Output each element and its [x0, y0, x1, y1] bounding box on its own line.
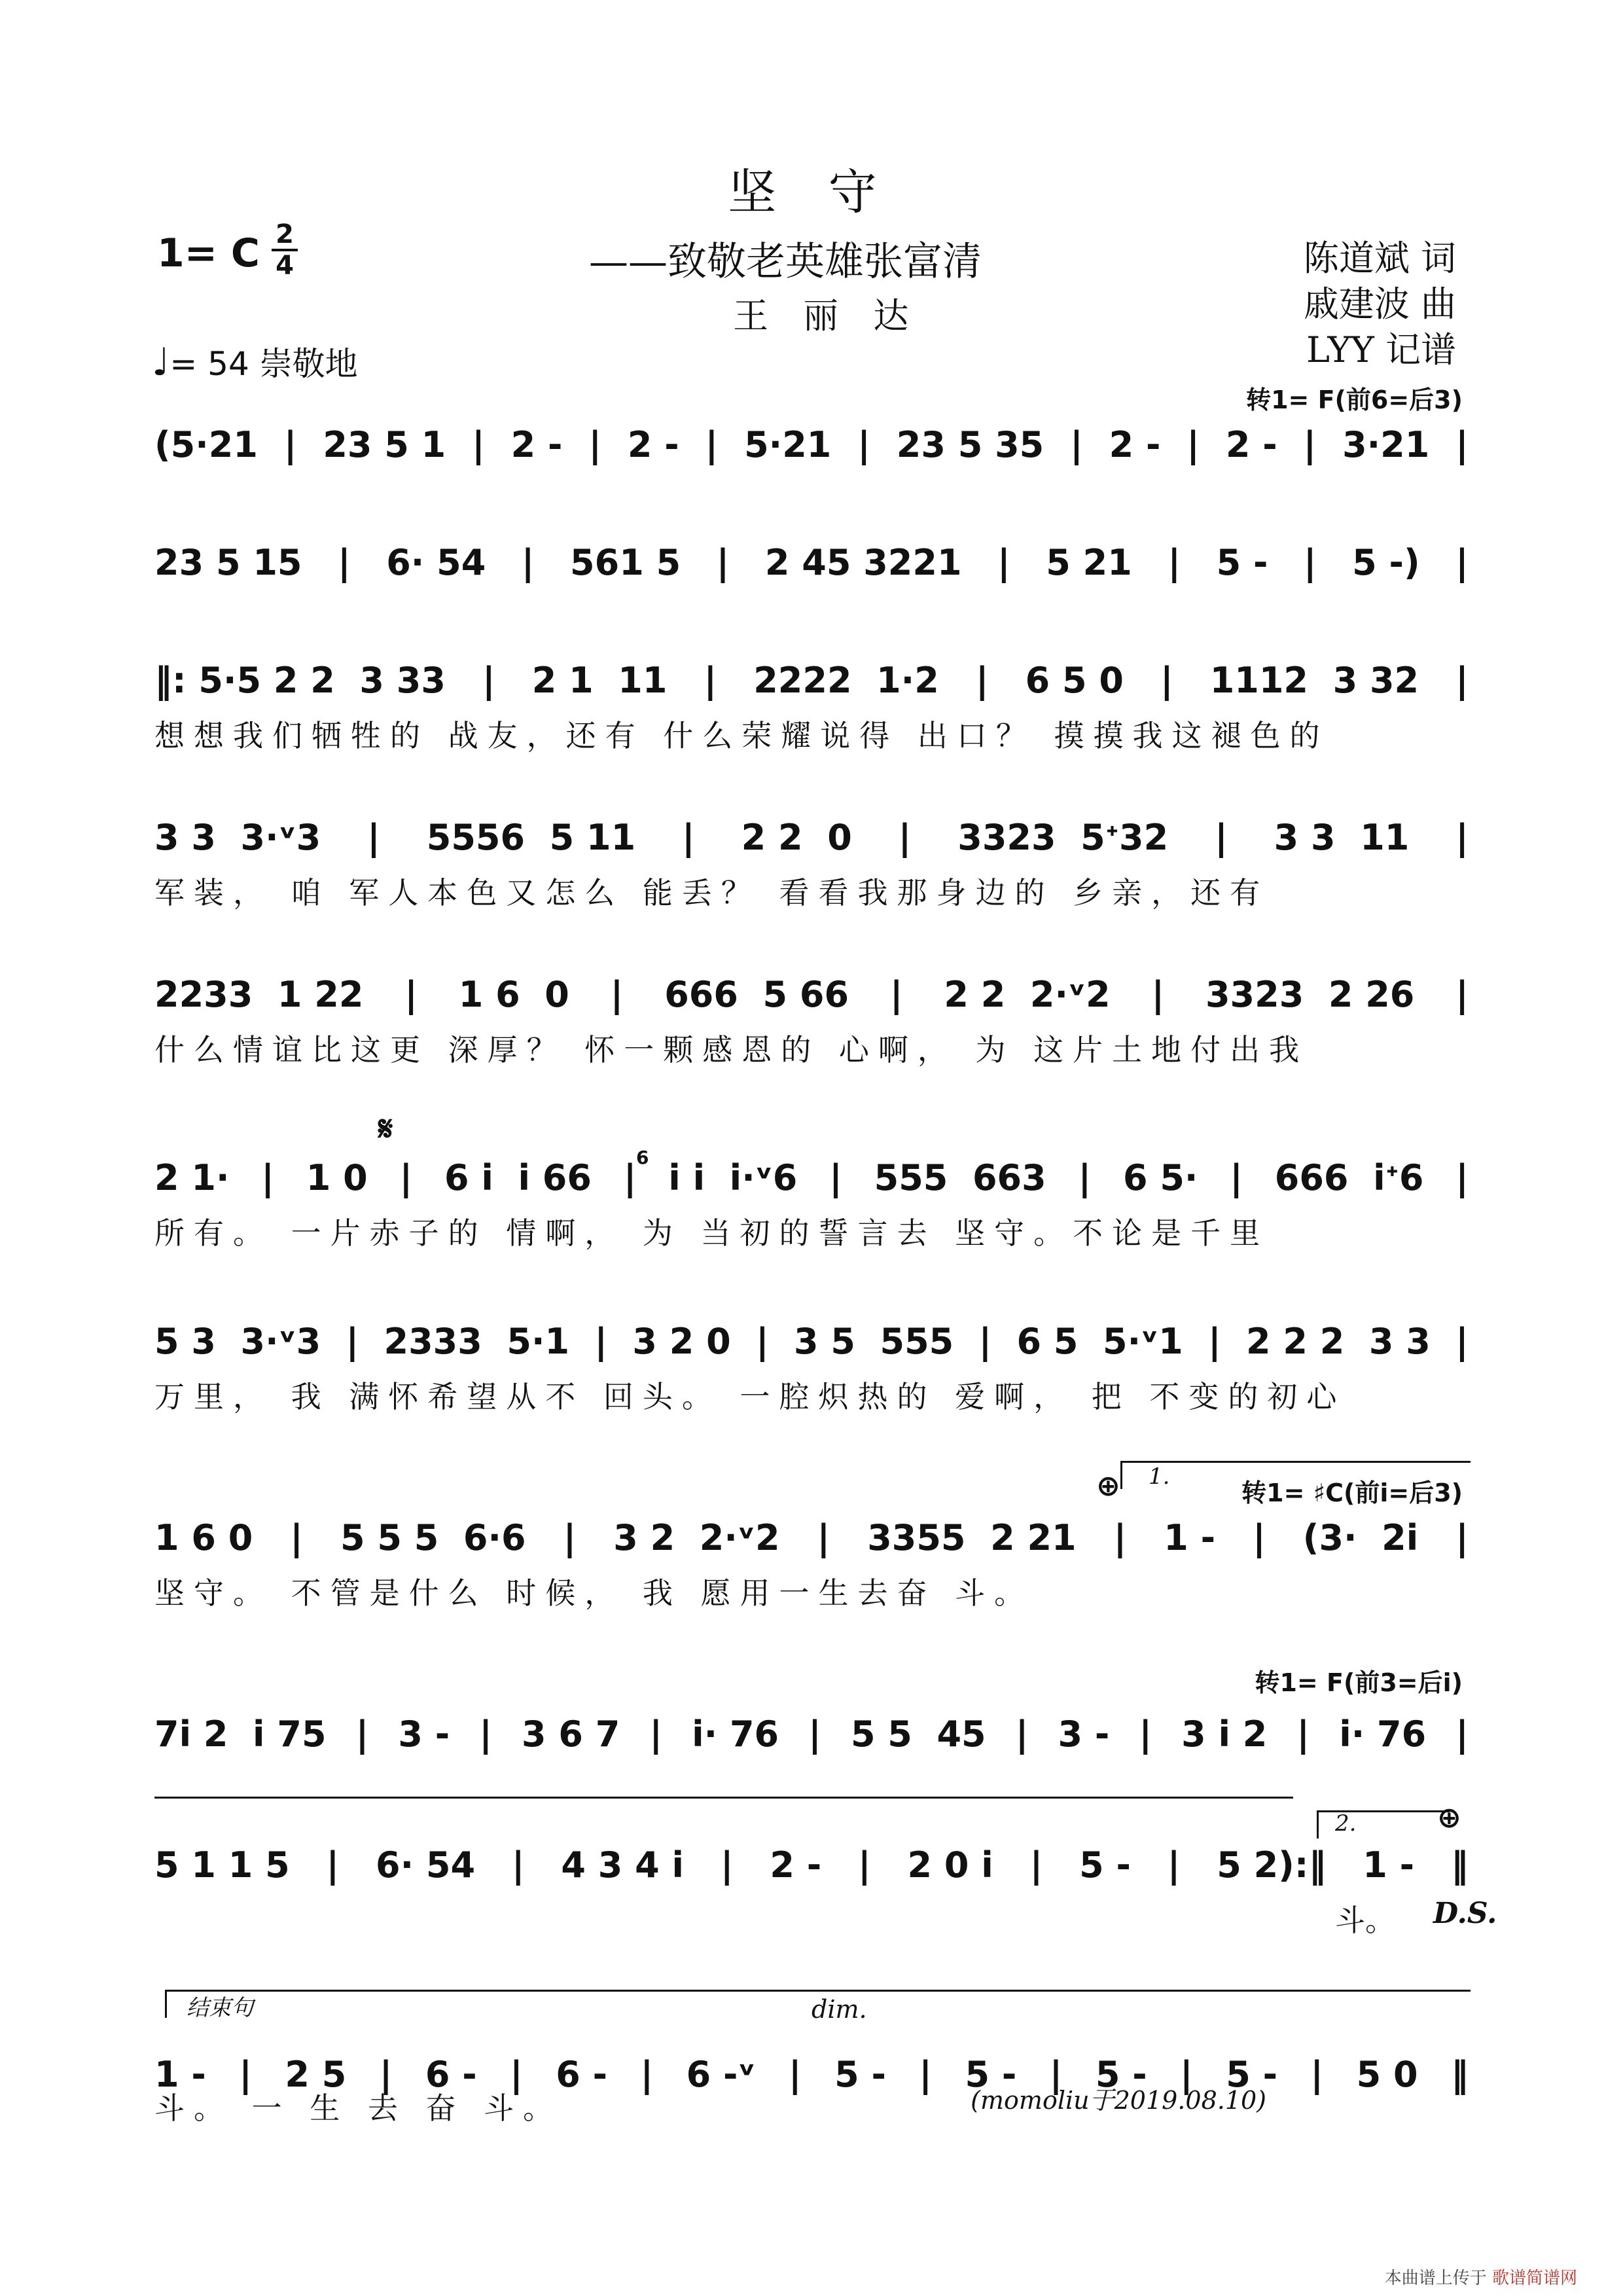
barline: | [1160, 659, 1173, 701]
measure: 6 i i 66 [444, 1157, 592, 1198]
coda-sign-2: ⊕ [1437, 1801, 1461, 1835]
barline: | [346, 1320, 359, 1362]
coda-sign: ⊕ [1096, 1469, 1120, 1503]
barline: | [1151, 973, 1165, 1015]
measure: 6 - [425, 2053, 477, 2095]
barline: | [563, 1516, 577, 1558]
score-system-9 [154, 1708, 1469, 1759]
measure: (5·21 [154, 423, 258, 465]
measure: 2 2 2·ᵛ2 [944, 973, 1111, 1015]
barline: | [1455, 1157, 1469, 1198]
lyric-line-10 [1335, 1897, 1395, 1940]
barline: | [1070, 423, 1083, 465]
barline: | [1455, 816, 1469, 858]
barline: | [479, 1713, 492, 1755]
measure: 666 5 66 [664, 973, 849, 1015]
measure: 5 2):‖ [1217, 1844, 1327, 1886]
barline: | [720, 1844, 734, 1886]
key-signature: 1= C [157, 230, 260, 276]
signature: (momoliu于2019.08.10) [971, 2086, 1266, 2115]
barline: | [1167, 1844, 1181, 1886]
grace-note: 6 [636, 1147, 649, 1168]
barline: | [1455, 659, 1469, 701]
measure: 5 5 45 [850, 1713, 986, 1755]
barline: | [1180, 2053, 1193, 2095]
lyric-line-11: 斗。 一 生 去 奋 斗。 [154, 2090, 563, 2126]
score-system-10 [154, 1839, 1469, 1890]
measure: 3323 2 26 [1205, 973, 1415, 1015]
barline: | [705, 423, 719, 465]
barline: | [857, 1844, 871, 1886]
measure: 2222 1·2 [753, 659, 939, 701]
measure: 6 5 0 [1025, 659, 1124, 701]
time-signature [272, 221, 298, 279]
lyric-line-7: 万里， 我 满怀希望从不 回头。 一腔炽热的 爱啊， 把 不变的初心 [154, 1379, 1346, 1414]
measure: i i i·ᵛ6 [668, 1157, 798, 1198]
lyricist: 陈道斌 词 [1303, 238, 1456, 279]
barline: | [472, 423, 485, 465]
barline: | [379, 2053, 393, 2095]
barline: | [1168, 541, 1181, 583]
measure: 3 6 7 [521, 1713, 620, 1755]
barline: | [482, 659, 495, 701]
measure: 3323 5ᐩ32 [957, 816, 1169, 858]
barline: | [510, 2053, 523, 2095]
barline: | [261, 1157, 274, 1198]
singer: 王 丽 达 [733, 295, 921, 336]
measure: 23 5 1 [323, 423, 446, 465]
barline: | [857, 423, 870, 465]
barline: | [649, 1713, 663, 1755]
volta-1-label: 1. [1149, 1463, 1170, 1490]
barline: | [1139, 1713, 1152, 1755]
ending-label: 结束句 [187, 1995, 253, 2021]
measure: 2 - [1109, 423, 1161, 465]
barline: | [1296, 1713, 1310, 1755]
barline: | [919, 2053, 933, 2095]
barline: | [1078, 1157, 1092, 1198]
barline: | [1310, 2053, 1324, 2095]
measure: 5 - [1216, 541, 1268, 583]
score-title: 坚 守 [728, 164, 895, 221]
barline: | [1186, 423, 1200, 465]
modulation-note-2: 转1= ♯C(前i=后3) [1241, 1479, 1463, 1507]
modulation-note-1: 转1= F(前6=后3) [1246, 386, 1463, 414]
footer-text: 本曲谱上传于 [1384, 2269, 1487, 2288]
barline: | [588, 423, 602, 465]
score-system-5 [154, 969, 1469, 1020]
measure: 6· 54 [386, 541, 486, 583]
barline: ‖ [1450, 1844, 1469, 1886]
meter-bottom: 4 [276, 251, 294, 281]
barline: | [997, 541, 1010, 583]
volta-span-line [154, 1797, 1293, 1799]
barline: | [978, 1320, 992, 1362]
measure: 5 5 5 6·6 [340, 1516, 526, 1558]
barline: | [1215, 816, 1228, 858]
lyric-line-8: 坚守。 不管是什么 时候， 我 愿用一生去奋 斗。 [154, 1575, 1034, 1611]
measure: 2 0 i [907, 1844, 993, 1886]
barline: | [511, 1844, 525, 1886]
measure: 3 - [398, 1713, 450, 1755]
measure: 1 - [1164, 1516, 1216, 1558]
barline: | [367, 816, 380, 858]
measure: 6 5· [1122, 1157, 1198, 1198]
barline: | [755, 1320, 769, 1362]
measure: 2 - [627, 423, 679, 465]
measure: 5 21 [1046, 541, 1132, 583]
measure: 5 -) [1352, 541, 1420, 583]
dim-marking: dim. [812, 1995, 867, 2024]
barline: | [404, 973, 418, 1015]
barline: | [1029, 1844, 1043, 1886]
measure: i· 76 [1339, 1713, 1427, 1755]
barline: | [1455, 1713, 1469, 1755]
measure: 6· 54 [376, 1844, 476, 1886]
measure: 2 - [1225, 423, 1277, 465]
score-subtitle: ——致敬老英雄张富清 [589, 239, 982, 285]
barline: | [1253, 1516, 1266, 1558]
measure: 3355 2 21 [867, 1516, 1077, 1558]
barline: | [594, 1320, 608, 1362]
score-system-7 [154, 1316, 1469, 1367]
measure: 5 1 1 5 [154, 1844, 290, 1886]
measure: 5 0 [1356, 2053, 1418, 2095]
measure: 1 0 [306, 1157, 368, 1198]
measure: 5 - [1079, 1844, 1131, 1886]
measure: 5·21 [744, 423, 832, 465]
barline: | [326, 1844, 340, 1886]
barline: | [1455, 973, 1469, 1015]
modulation-note-3: 转1= F(前3=后i) [1255, 1668, 1463, 1697]
footer-upload [1385, 2265, 1577, 2289]
barline: | [290, 1516, 304, 1558]
measure: 1 6 0 [458, 973, 569, 1015]
measure: 2 - [510, 423, 563, 465]
score-system-6 [154, 1152, 1469, 1203]
barline: | [682, 816, 695, 858]
measure: 3 i 2 [1181, 1713, 1268, 1755]
barline: | [1455, 1516, 1469, 1558]
measure: 5556 5 11 [426, 816, 636, 858]
meter-top: 2 [276, 219, 294, 249]
transcriber: LYY 记谱 [1306, 329, 1456, 370]
measure: 3 2 0 [632, 1320, 731, 1362]
lyric-line-3: 想想我们牺牲的 战友，还有 什么荣耀说得 出口？ 摸摸我这褪色的 [154, 718, 1329, 753]
barline: | [1015, 1713, 1029, 1755]
ds-marking: D.S. [1433, 1897, 1497, 1930]
barline: | [521, 541, 535, 583]
barline: | [889, 973, 903, 1015]
measure: 4 3 4 i [561, 1844, 685, 1886]
measure: 5 - [834, 2053, 886, 2095]
measure: 23 5 35 [896, 423, 1044, 465]
barline: | [1208, 1320, 1221, 1362]
barline: | [817, 1516, 830, 1558]
lyric-line-5: 什么情谊比这更 深厚？ 怀一颗感恩的 心啊， 为 这片土地付出我 [154, 1032, 1309, 1067]
measure: 6 - [556, 2053, 608, 2095]
barline: | [808, 1713, 821, 1755]
barline: | [337, 541, 351, 583]
barline: | [1049, 2053, 1063, 2095]
barline: | [610, 973, 624, 1015]
lyric-line-4: 军装， 咱 军人本色又怎么 能丢？ 看看我那身边的 乡亲，还有 [154, 875, 1270, 910]
measure: 5 - [965, 2053, 1017, 2095]
barline: | [898, 816, 912, 858]
barline: | [1455, 423, 1469, 465]
measure: 5 - [1095, 2053, 1147, 2095]
measure: 3 5 555 [793, 1320, 954, 1362]
measure: 555 663 [874, 1157, 1046, 1198]
measure: 6 5 5·ᵛ1 [1016, 1320, 1183, 1362]
measure: 2 2 0 [741, 816, 852, 858]
measure: 5 3 3·ᵛ3 [154, 1320, 321, 1362]
measure: 3 3 3·ᵛ3 [154, 816, 321, 858]
barline: | [239, 2053, 252, 2095]
measure: 5 - [1226, 2053, 1277, 2095]
quarter-note-icon: ♩ [152, 340, 170, 384]
measure: 6 -ᵛ [686, 2053, 756, 2095]
barline: | [1455, 541, 1469, 583]
tempo-marking [152, 338, 358, 385]
barline: | [623, 1157, 637, 1198]
barline: | [975, 659, 989, 701]
barline: | [1303, 541, 1317, 583]
score-system-1 [154, 419, 1469, 470]
measure: ‖: 5·5 2 2 3 33 [154, 659, 446, 701]
barline: | [788, 2053, 802, 2095]
barline: | [1230, 1157, 1243, 1198]
measure: 2 1 11 [531, 659, 668, 701]
measure: 2 5 [285, 2053, 347, 2095]
measure: 23 5 15 [154, 541, 302, 583]
score-system-4 [154, 812, 1469, 863]
measure: 666 iᐩ6 [1274, 1157, 1424, 1198]
score-system-3 [154, 655, 1469, 706]
barline: | [1113, 1516, 1127, 1558]
lyric-line-6: 所有。 一片赤子的 情啊， 为 当初的誓言去 坚守。不论是千里 [154, 1215, 1270, 1251]
barline: | [704, 659, 717, 701]
measure: 1 6 0 [154, 1516, 253, 1558]
lyric-dou: 斗。 [1335, 1903, 1395, 1938]
barline: | [640, 2053, 654, 2095]
composer: 戚建波 曲 [1303, 283, 1456, 325]
measure: 3 3 11 [1274, 816, 1410, 858]
measure: 7i 2 i 75 [154, 1713, 327, 1755]
measure: 2 45 3221 [764, 541, 962, 583]
measure: 2233 1 22 [154, 973, 364, 1015]
measure: i· 76 [692, 1713, 779, 1755]
barline: | [1455, 1320, 1469, 1362]
measure: 3 2 2·ᵛ2 [613, 1516, 780, 1558]
segno-sign: 𝄋 [378, 1109, 393, 1149]
measure: 2 1· [154, 1157, 230, 1198]
barline: | [283, 423, 297, 465]
volta-2-label: 2. [1335, 1810, 1357, 1837]
barline: | [829, 1157, 842, 1198]
measure: 1112 3 32 [1209, 659, 1419, 701]
measure: 3·21 [1342, 423, 1430, 465]
measure: 561 5 [570, 541, 681, 583]
measure: (3· 2i [1302, 1516, 1419, 1558]
barline: | [1303, 423, 1317, 465]
barline: | [355, 1713, 369, 1755]
barline: | [716, 541, 730, 583]
measure: 2 - [770, 1844, 822, 1886]
measure: 2333 5·1 [383, 1320, 570, 1362]
barline: ‖ [1450, 2053, 1469, 2095]
barline: | [399, 1157, 413, 1198]
measure: 2 2 2 3 3 [1246, 1320, 1431, 1362]
footer-site: 歌谱简谱网 [1491, 2269, 1577, 2288]
tempo-text: = 54 崇敬地 [169, 345, 358, 383]
measure: 1 - [154, 2053, 206, 2095]
score-system-2 [154, 537, 1469, 588]
score-system-8 [154, 1512, 1469, 1563]
measure: 1 - [1363, 1844, 1415, 1886]
measure: 3 - [1058, 1713, 1110, 1755]
